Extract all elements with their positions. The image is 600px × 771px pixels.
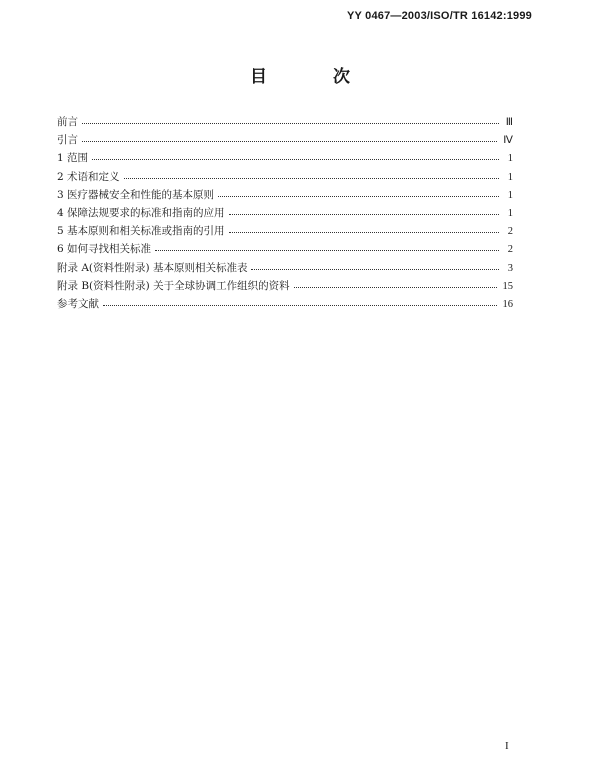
dot-leader	[229, 202, 499, 215]
page-title: 目 次	[250, 67, 380, 87]
page-number: I	[505, 740, 509, 752]
dot-leader	[124, 166, 499, 179]
toc-entry-page: 1	[507, 207, 513, 219]
dot-leader	[92, 147, 499, 160]
document-code: YY 0467—2003/ISO/TR 16142:1999	[347, 10, 532, 22]
toc-entry-page: Ⅲ	[505, 117, 513, 128]
dot-leader	[229, 220, 499, 233]
dot-leader	[82, 129, 497, 142]
toc-entry[interactable]	[57, 112, 513, 130]
toc-entry[interactable]	[57, 130, 513, 148]
toc-entry-label: 引言	[57, 134, 78, 147]
toc-entry[interactable]	[57, 148, 513, 166]
dot-leader	[218, 184, 499, 197]
toc-entry[interactable]	[57, 203, 513, 221]
toc-entry-page: 16	[502, 298, 513, 310]
dot-leader	[103, 293, 497, 306]
toc-entry[interactable]	[57, 294, 513, 312]
toc-entry-page: 3	[507, 262, 513, 274]
toc-entry[interactable]	[57, 185, 513, 203]
toc-entry-page: 2	[507, 226, 513, 238]
toc-entry-label: 附录 A(资料性附录) 基本原则相关标准表	[57, 261, 248, 274]
dot-leader	[294, 275, 497, 288]
toc-entry-label: 前言	[57, 116, 78, 128]
dot-leader	[82, 111, 499, 124]
dot-leader	[251, 257, 499, 270]
toc-entry[interactable]	[57, 221, 513, 239]
toc-entry-label: 4 保障法规要求的标准和指南的应用	[57, 206, 225, 219]
toc-entry-label: 5 基本原则和相关标准或指南的引用	[57, 225, 225, 238]
toc-entry-label: 1 范围	[57, 152, 89, 165]
toc-entry-page: 1	[507, 171, 513, 183]
toc-entry-page: 1	[507, 189, 513, 201]
table-of-contents	[57, 112, 513, 312]
toc-entry-label: 2 术语和定义	[57, 170, 120, 183]
toc-entry-label: 3 医疗器械安全和性能的基本原则	[57, 188, 215, 201]
toc-entry-label: 参考文献	[57, 297, 99, 310]
toc-entry-page: 2	[507, 244, 513, 256]
toc-entry[interactable]	[57, 167, 513, 185]
toc-entry-label: 附录 B(资料性附录) 关于全球协调工作组织的资料	[57, 279, 290, 292]
toc-entry-label: 6 如何寻找相关标准	[57, 243, 152, 256]
toc-entry[interactable]	[57, 258, 513, 276]
toc-entry[interactable]	[57, 276, 513, 294]
dot-leader	[155, 238, 499, 251]
toc-entry-page: Ⅳ	[503, 135, 513, 147]
toc-entry[interactable]	[57, 239, 513, 257]
toc-entry-page: 15	[502, 280, 513, 292]
toc-entry-page: 1	[507, 153, 513, 165]
